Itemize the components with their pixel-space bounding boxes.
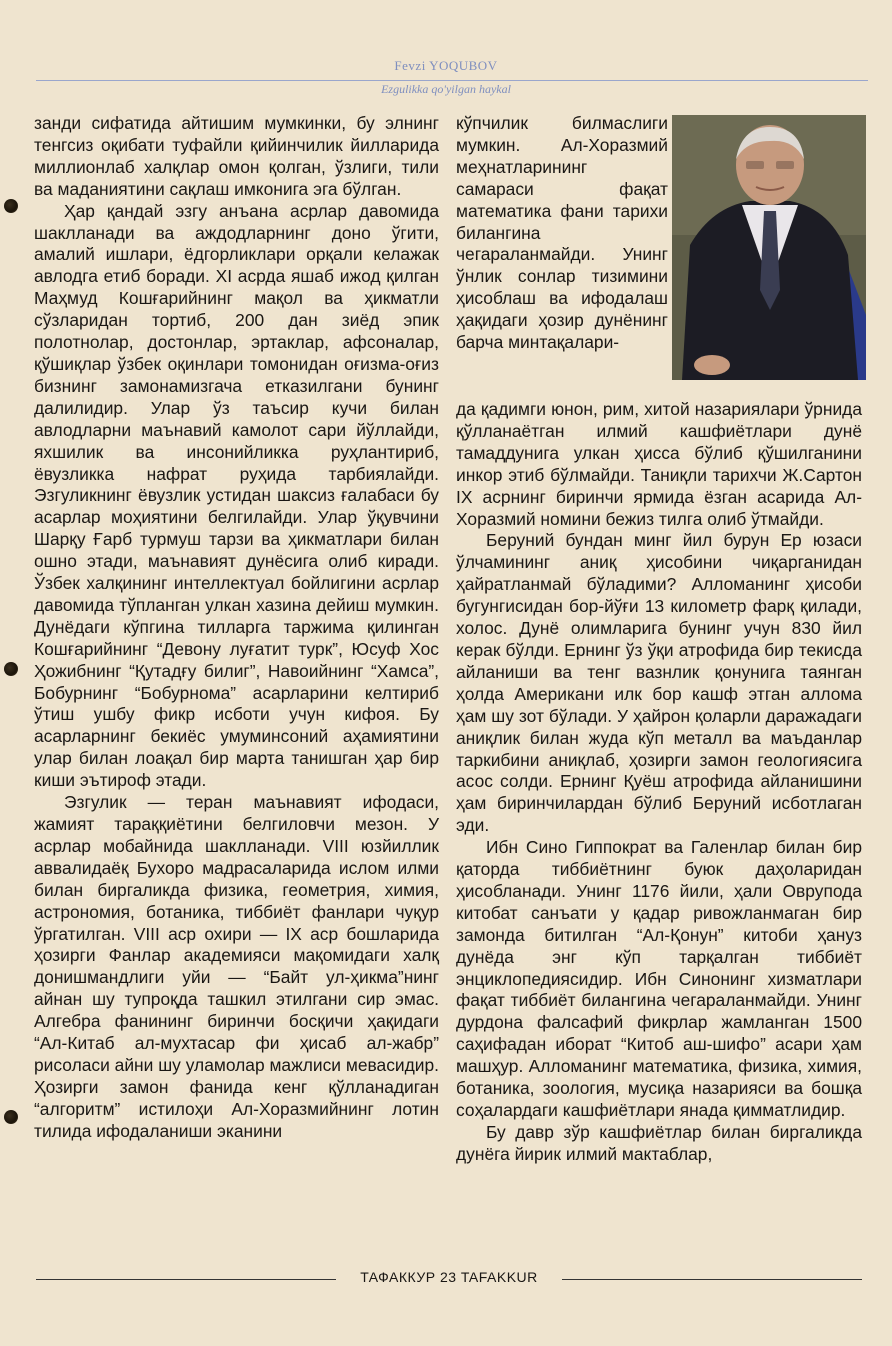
portrait-photo	[672, 115, 866, 380]
running-head-author: Fevzi YOQUBOV	[394, 58, 498, 73]
paragraph: Беруний бундан минг йил бурун Ер юзаси ўлчамининг аниқ ҳисобини чиқарганидан ҳайратланмай бўладими? Алломанинг ҳисоби бугунгисидан бор-йўғи 13 километр фарқ қилади, холос. Дунё олимларига бунинг учун 830 йил керак бўлди. Ернинг ўз ўқи атрофида бир текисда айланиши ва тенг вазнлик қонунига таянган ҳолда Американи илк бор кашф этган аллома ҳам шу зот бўлади. У ҳайрон қоларли даражадаги аниқлик билан жуда кўп металл ва маъданлар таркибини аниқлаб, ҳозирги замон геологиясига асос солди. Ернинг Қуёш атрофида айланишини ҳам биринчилардан бўлиб Беруний исботлаган эди.	[456, 530, 862, 836]
running-head	[0, 58, 892, 74]
paragraph: да қадимги юнон, рим, хитой назариялари ўрнида қўлланаётган илмий кашфиётлари дунё тамаддунига улкан ҳисса бўлиб қўшилганини инкор этиб бўлмайди. Таниқли тарихчи Ж.Сартон IX асрнинг биринчи ярмида ёзган асарида Ал-Хоразмий номини бежиз тилга олиб ўтмайди.	[456, 399, 862, 529]
running-head-title: Ezgulikka qo'yilgan haykal	[381, 82, 511, 96]
footer-folio	[36, 1269, 862, 1285]
paragraph: кўпчилик билмаслиги мумкин. Ал-Хоразмий меҳнатларининг самараси фақат математика фани тарихи билангина чегараланмайди. Унинг ўнлик сонлар тизимини ҳисоблаш ва ифодалаш ҳақидаги ҳозир дунёнинг барча минтақалари-	[456, 113, 668, 353]
page-footer	[36, 1269, 862, 1289]
right-column	[456, 399, 862, 1166]
paragraph: Бу давр зўр кашфиётлар билан биргаликда дунёга йирик илмий мактаблар,	[456, 1121, 862, 1164]
right-column-beside-photo	[456, 113, 668, 354]
paragraph: занди сифатида айтишим мумкинки, бу элнинг тенгсиз оқибати туфайли қийинчилик йилларида миллионлаб халқлар омон қолган, ўзлиги, тили ва маданиятини сақлаш имконига эга бўлган.	[34, 113, 439, 199]
footer-folio-text: ТАФАККУР 23 TAFAKKUR	[354, 1269, 544, 1285]
binding-hole-top	[4, 199, 18, 213]
paragraph: Ибн Сино Гиппократ ва Галенлар билан бир қаторда тиббиётнинг буюк даҳоларидан ҳисобланади. Унинг 1176 йили, ҳали Оврупода китобат санъати у қадар ривожланмаган бир замонда битилган “Ал-Қонун” китоби ҳануз дунёда энг кўп тарқалган тиббиёт энциклопедиясидир. Ибн Синонинг хизматлари фақат тиббиёт билангина чегараланмайди. Унинг дурдона фалсафий фикрлар жамланган 1500 саҳифадан иборат “Китоб аш-шифо” асари ҳам машҳур. Алломанинг математика, физика, химия, ботаника, зоология, мусиқа назарияси ва бошқа соҳалардаги кашфиётлари янада қимматлидир.	[456, 837, 862, 1120]
binding-hole-middle	[4, 662, 18, 676]
binding-hole-bottom	[4, 1110, 18, 1124]
paragraph: Ҳар қандай эзгу анъана асрлар давомида шаклланади ва аждодларнинг доно ўгити, амалий ишлари, ёдгорликлари орқали келажак авлодга етиб боради. XI асрда яшаб ижод қилган Маҳмуд Кошғарийнинг мақол ва ҳикматли сўзларидан тортиб, 200 дан зиёд эпик полотнолар, достонлар, эртаклар, афсоналар, қўшиқлар ўзбек оқинлари томонидан оғизма-оғиз бизнинг замонамизгача етказилгани бунинг далилидир. Улар ўз таъсир кучи билан авлодларни маънавий камолот сари йўллайди, яхшилик ва инсонийликка руҳлантириб, ёвузликка нафрат руҳида тарбиялайди. Эзгуликнинг ёвузлик устидан шаксиз ғалабаси бу асарлар моҳиятини белгилайди. Улар ўқувчини Шарқу Ғарб турмуш тарзи ва ҳикматлари билан ошно этади, маънавият дунёсига олиб киради. Ўзбек халқининг интеллектуал бойлигини асрлар давомида тўпланган улкан хазина дейиш мумкин. Дунёдаги кўпгина тилларга таржима қилинган Кошғарийнинг “Девону луғатит турк”, Юсуф Хос Ҳожибнинг “Қутадғу билиг”, Навоийнинг “Хамса”, Бобурнинг “Бобурнома” асарларини келтириб ўтиш ушбу фикр исботи учун кифоя. Бу асарларнинг бекиёс умуминсоний аҳамиятини улар билан лоақал бир марта танишган ҳар бир киши эътироф этади.	[34, 200, 439, 791]
portrait-illustration	[672, 115, 866, 380]
header-rule	[36, 80, 868, 81]
paragraph: Эзгулик — теран маънавият ифодаси, жамият тараққиётини белгиловчи мезон. У асрлар мобайнида шаклланади. VIII юзйиллик аввалидаёқ Бухоро мадрасаларида ислом илми билан биргаликда физика, геометрия, химия, астрономия, ботаника, тиббиёт фанлари чуқур ўргатилган. VIII аср охири — IX аср бошларида ҳозирги Фанлар академияси мақомидаги халқ донишмандлиги уйи — “Байт ул-ҳикма”нинг айнан шу тупроқда ташкил этилгани сир эмас. Алгебра фанининг биринчи босқичи ҳақидаги “Ал-Китаб ал-мухтасар фи ҳисаб ал-жабр” рисоласи айни шу уламолар мажлиси мевасидир. Ҳозирги замон фанида кенг қўлланадиган “алгоритм” истилоҳи Ал-Хоразмийнинг лотин тилида ифодаланиши эканини	[34, 792, 439, 1141]
left-column	[34, 113, 439, 1143]
